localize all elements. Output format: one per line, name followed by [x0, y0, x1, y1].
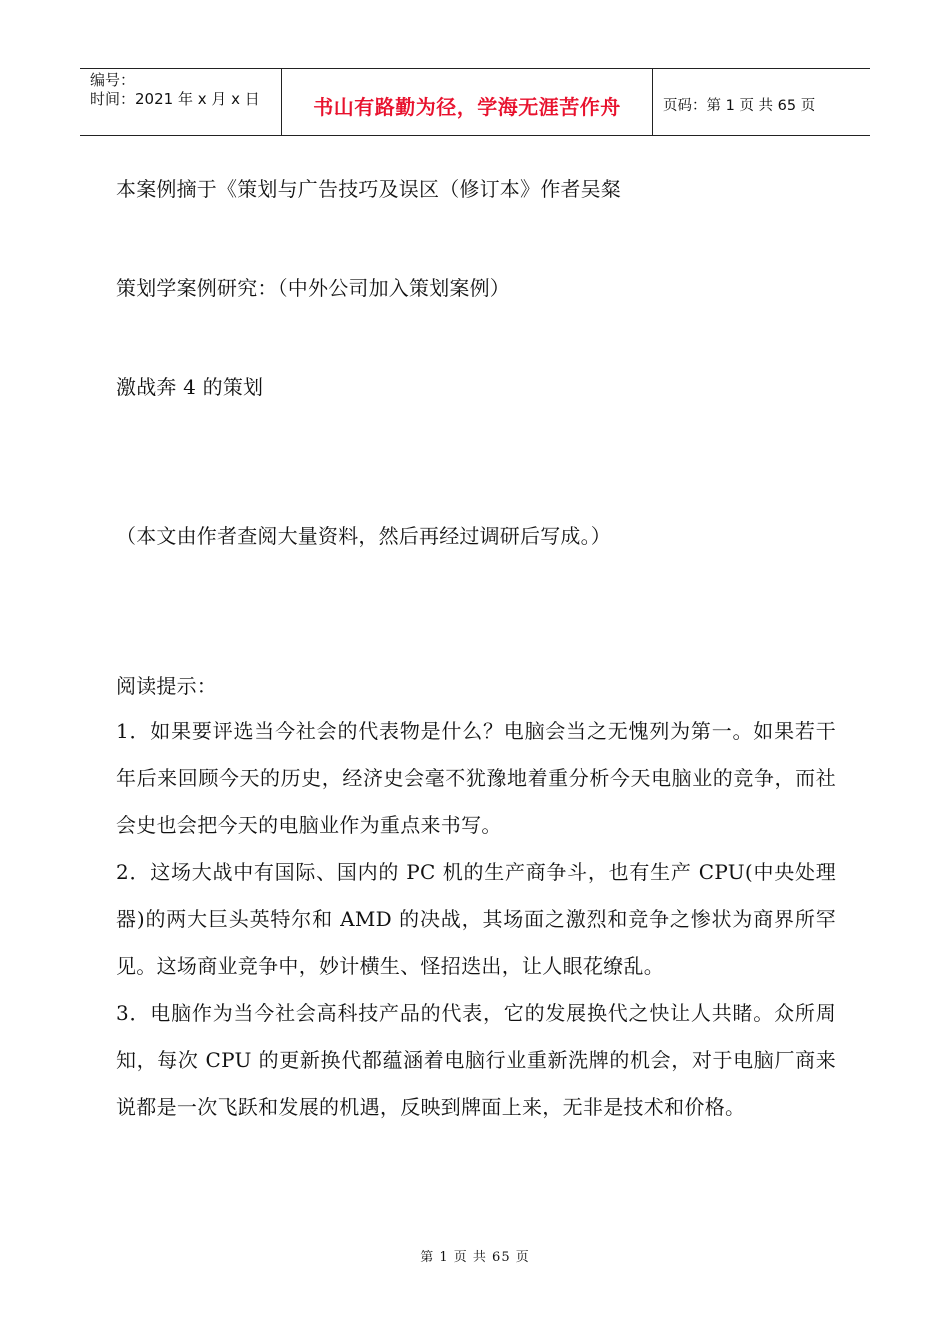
tip-paragraph-3: 3．电脑作为当今社会高科技产品的代表，它的发展换代之快让人共睹。众所周知，每次 CPU 的更新换代都蕴涵着电脑行业重新洗牌的机会，对于电脑厂商来说都是一次飞跃和发展的机遇，反映到牌面上来，无非是技术和价格。	[116, 1001, 836, 1119]
author-note: （本文由作者查阅大量资料，然后再经过调研后写成。）	[116, 524, 611, 548]
tip-paragraph-1: 1．如果要评选当今社会的代表物是什么？电脑会当之无愧列为第一。如果若干年后来回顾今天的历史，经济史会毫不犹豫地着重分析今天电脑业的竞争，而社会史也会把今天的电脑业作为重点来书写。	[116, 719, 836, 837]
header-motto-cell	[282, 69, 653, 135]
page-header	[80, 68, 870, 136]
header-meta-cell	[80, 69, 282, 135]
document-number-label: 编号：	[90, 71, 136, 89]
category-line: 策划学案例研究：（中外公司加入策划案例）	[116, 276, 510, 300]
header-page-info: 页码：第 1 页 共 65 页	[663, 97, 816, 114]
tips-heading: 阅读提示：	[116, 674, 217, 698]
article-title: 激战奔 4 的策划	[116, 375, 264, 399]
header-page-cell	[653, 69, 870, 135]
document-date-label: 时间：2021 年 x 月 x 日	[90, 90, 260, 108]
header-motto: 书山有路勤为径，学海无涯苦作舟	[313, 94, 621, 119]
page-footer: 第 1 页 共 65 页	[420, 1250, 530, 1265]
tip-paragraph-2: 2．这场大战中有国际、国内的 PC 机的生产商争斗，也有生产 CPU(中央处理器)的两大巨头英特尔和 AMD 的决战，其场面之激烈和竞争之惨状为商界所罕见。这场商业竞争中，妙计横生、怪招迭出，让人眼花缭乱。	[116, 860, 836, 978]
source-line: 本案例摘于《策划与广告技巧及误区（修订本》作者吴粲	[116, 177, 621, 201]
